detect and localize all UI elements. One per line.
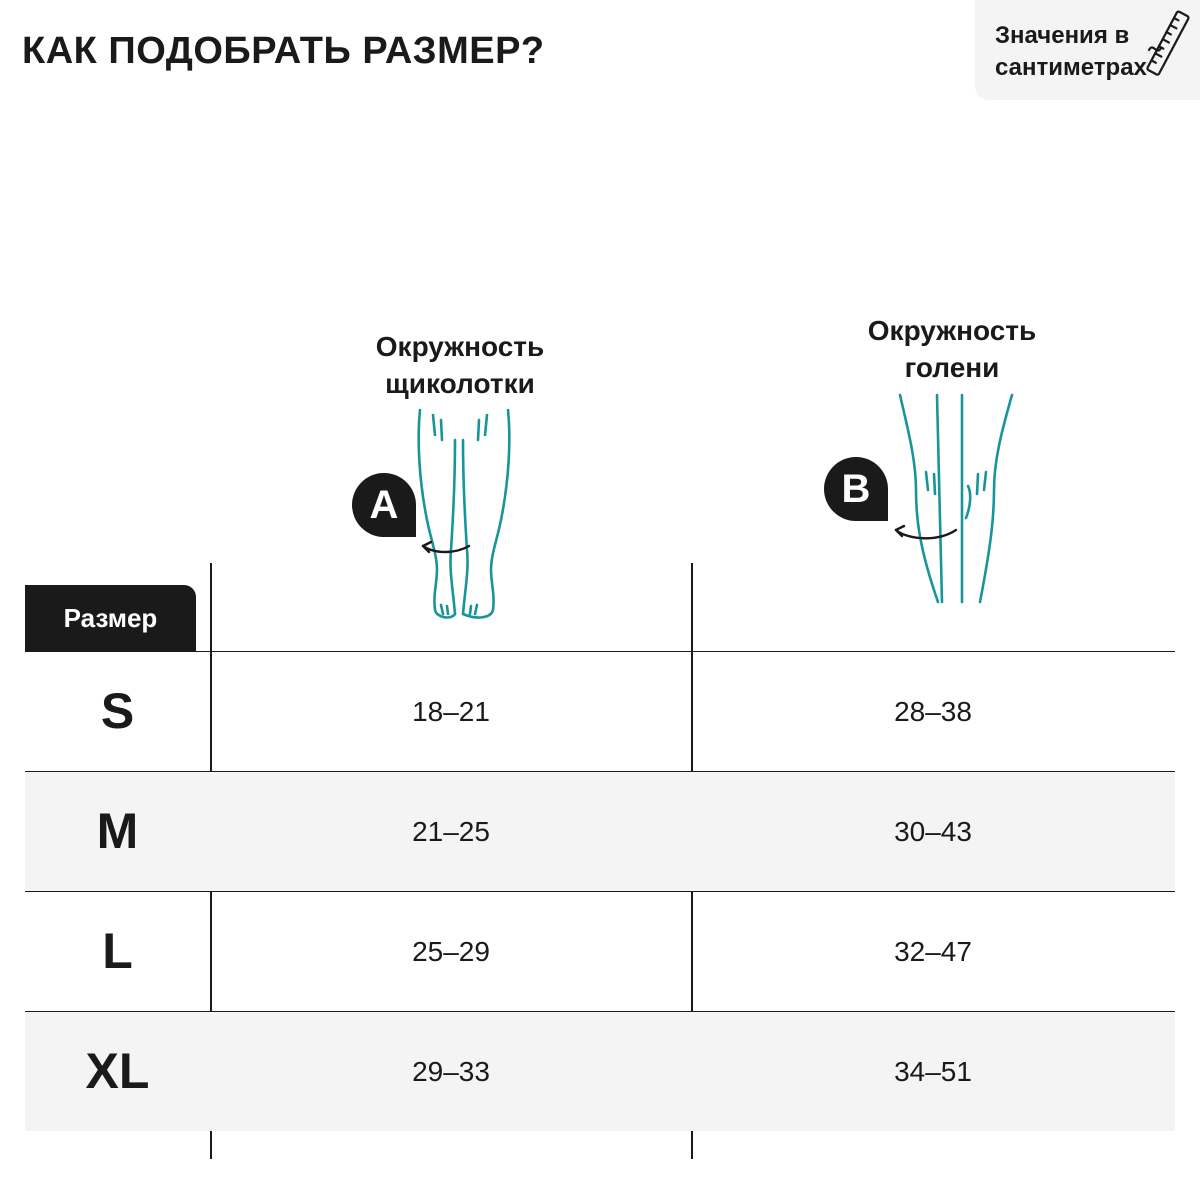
ankle-value: 18–21 <box>412 696 490 727</box>
table-row <box>25 651 1175 771</box>
ankle-value: 25–29 <box>412 936 490 967</box>
size-label: S <box>100 683 135 739</box>
ankle-column-header <box>330 328 590 402</box>
size-label: XL <box>85 1043 150 1099</box>
ankle-measurement-illustration <box>405 400 525 625</box>
marker-b-badge: B <box>824 457 888 521</box>
calf-value: 28–38 <box>894 696 972 727</box>
size-label: L <box>102 923 133 979</box>
table-row <box>25 1011 1175 1131</box>
ankle-value: 29–33 <box>412 1056 490 1087</box>
page-title: КАК ПОДОБРАТЬ РАЗМЕР? <box>22 30 545 72</box>
ankle-value: 21–25 <box>412 816 490 847</box>
ankle-header-line1: Окружность <box>375 331 545 362</box>
calf-header-line2: голени <box>904 352 1000 383</box>
measuring-tape-icon <box>1143 6 1191 86</box>
table-row <box>25 891 1175 1011</box>
size-label: M <box>96 803 139 859</box>
table-row <box>25 771 1175 891</box>
calf-value: 34–51 <box>894 1056 972 1087</box>
marker-a-badge: A <box>352 473 416 537</box>
ankle-header-line2: щиколотки <box>385 368 535 399</box>
size-column-header: Размер <box>25 585 196 652</box>
calf-header-line1: Окружность <box>867 315 1037 346</box>
calf-value: 30–43 <box>894 816 972 847</box>
calf-measurement-illustration <box>890 390 1025 605</box>
units-label: Значения в сантиметрах <box>995 22 1147 81</box>
calf-column-header <box>822 312 1082 386</box>
units-badge <box>975 0 1200 100</box>
calf-value: 32–47 <box>894 936 972 967</box>
